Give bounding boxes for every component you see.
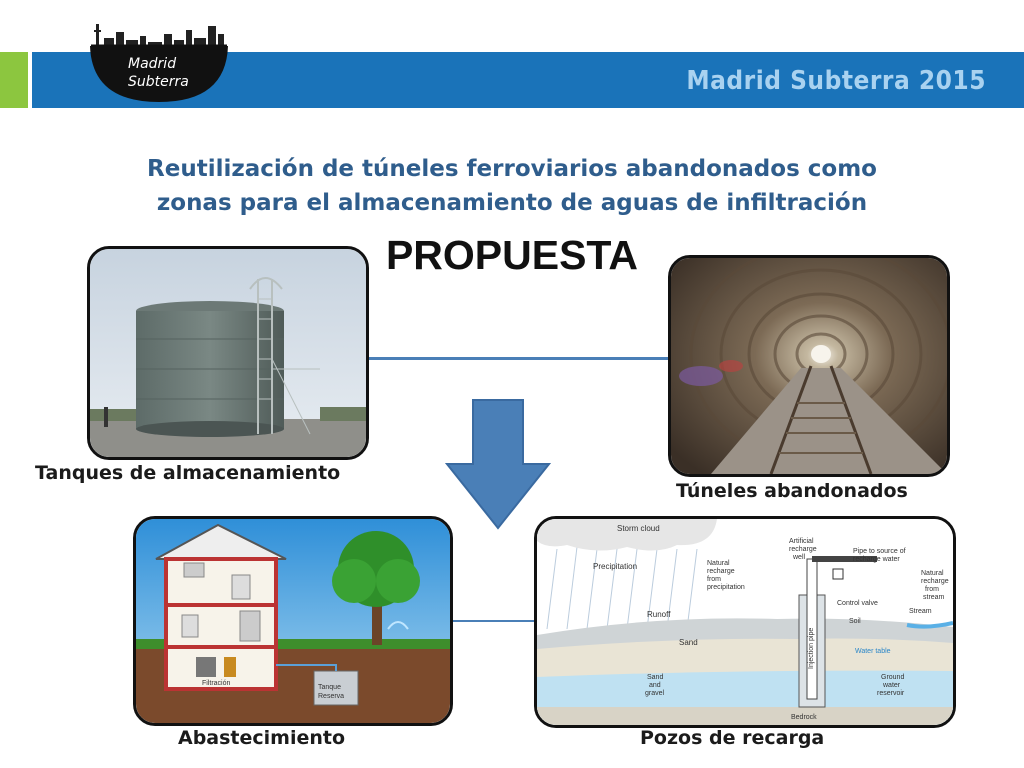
header-accent-tab (0, 52, 28, 108)
artificial-well-label-3: well (793, 554, 806, 561)
abandoned-tunnel-photo (668, 255, 950, 477)
madrid-subterra-logo (88, 10, 230, 106)
sand-gravel-label-3: gravel (645, 690, 665, 697)
caption-abandoned-tunnels: Túneles abandonados (676, 480, 908, 502)
natural-recharge-stream-label-4: stream (923, 594, 945, 601)
sand-gravel-label-1: Sand (647, 674, 664, 681)
water-table-label: Water table (855, 648, 891, 655)
reserve-tank-label-line-1: Tanque (318, 684, 341, 691)
natural-recharge-precip-label-1: Natural (707, 560, 730, 567)
natural-recharge-precip-label-2: recharge (707, 568, 735, 575)
sand-gravel-label-2: and (649, 682, 661, 689)
artificial-well-label-2: recharge (789, 546, 817, 553)
natural-recharge-stream-label-3: from (925, 586, 939, 593)
recharge-wells-diagram (534, 516, 956, 728)
groundwater-label-1: Ground (881, 674, 905, 681)
slide-title (40, 152, 984, 220)
groundwater-label-3: reservoir (877, 690, 905, 697)
natural-recharge-precip-label-3: from (707, 576, 721, 583)
pipe-source-label-2: recharge water (853, 556, 900, 563)
filtration-label: Filtración (202, 680, 231, 687)
artificial-well-label-1: Artificial (789, 538, 814, 545)
runoff-label: Runoff (647, 610, 671, 619)
water-supply-house-diagram (133, 516, 453, 726)
caption-recharge-wells: Pozos de recarga (640, 727, 825, 749)
sand-label: Sand (679, 638, 698, 647)
logo-text-madrid: Madrid (128, 56, 177, 72)
storage-tank-photo (87, 246, 369, 460)
bedrock-label: Bedrock (791, 714, 817, 721)
injection-pipe-label: Injection pipe (808, 627, 815, 669)
connector-line-bottom (447, 620, 535, 622)
reserve-tank-label-line-2: Reserva (318, 693, 345, 700)
slide-title-line-1: Reutilización de túneles ferroviarios abandonados como (147, 156, 877, 182)
brand-title: Madrid Subterra 2015 (686, 66, 986, 96)
caption-supply: Abastecimiento (178, 727, 346, 749)
proposal-heading: PROPUESTA (385, 232, 639, 278)
down-arrow-icon (445, 398, 551, 530)
natural-recharge-precip-label-4: precipitation (707, 584, 745, 591)
control-valve-label: Control valve (837, 600, 878, 607)
natural-recharge-stream-label-2: recharge (921, 578, 949, 585)
storm-cloud-label: Storm cloud (617, 524, 660, 533)
slide-title-line-2: zonas para el almacenamiento de aguas de infiltración (156, 190, 868, 216)
groundwater-label-2: water (883, 682, 901, 689)
natural-recharge-stream-label-1: Natural (921, 570, 944, 577)
caption-storage-tanks: Tanques de almacenamiento (35, 462, 341, 484)
precipitation-label: Precipitation (593, 562, 638, 571)
stream-label: Stream (909, 608, 932, 615)
pipe-source-label-1: Pipe to source of (853, 548, 906, 555)
logo-text-subterra: Subterra (128, 74, 189, 90)
soil-label: Soil (849, 618, 861, 625)
connector-line-top (363, 357, 669, 360)
